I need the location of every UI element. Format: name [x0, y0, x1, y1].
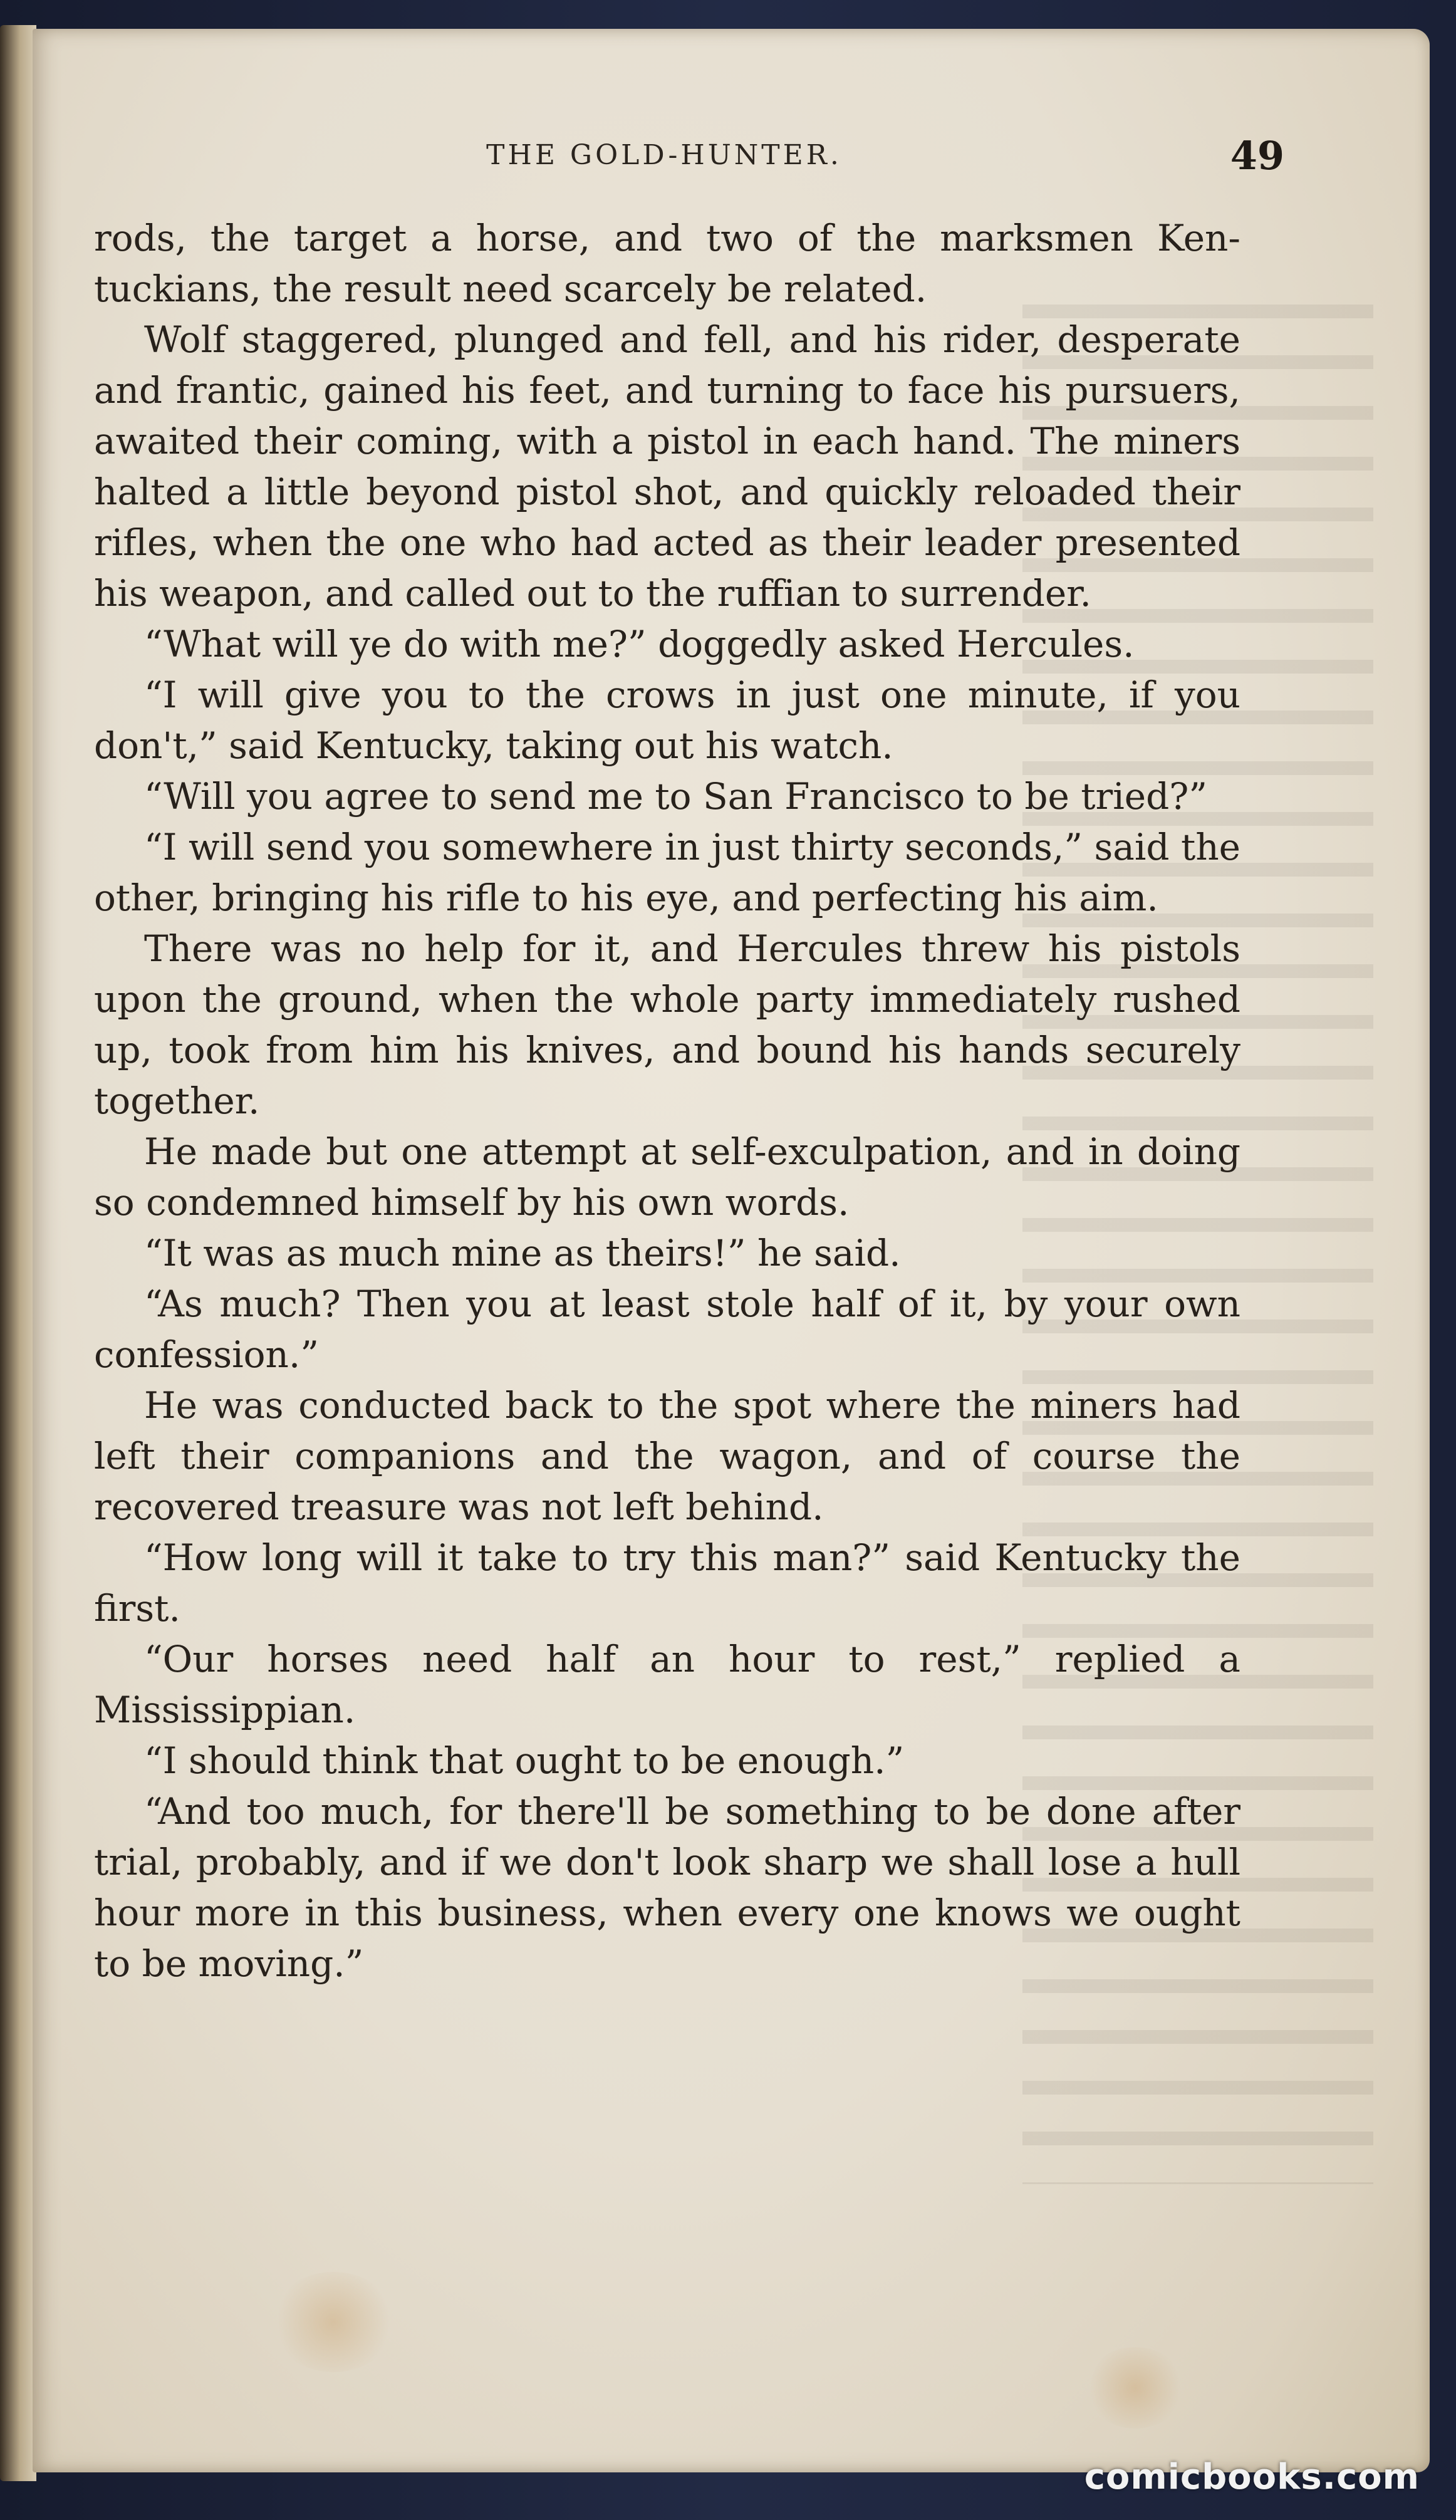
paragraph: “I will send you somewhere in just thirty seconds,” said the other, bringing his rifle to his eye, and perfecting his aim. [94, 826, 1240, 919]
paragraph: “Will you agree to send me to San Francisco to be tried?” [144, 775, 1208, 818]
running-head: THE GOLD-HUNTER. [486, 139, 842, 171]
paragraph: “And too much, for there'll be something to be done after trial, probably, and if we don't look sharp we shall lose a hull hour more in this business, when every one knows we ought to be moving.” [94, 1790, 1240, 1985]
page-number: 49 [1230, 133, 1284, 179]
paragraph: He made but one attempt at self-exculpation, and in doing so condemned himself by his own words. [94, 1130, 1240, 1224]
paragraph: There was no help for it, and Hercules threw his pistols upon the ground, when the whole party immediately rushed up, took from him his knives, and bound his hands securely together. [94, 927, 1240, 1122]
body-text [94, 213, 1240, 1989]
paragraph: “As much? Then you at least stole half of it, by your own confession.” [94, 1283, 1240, 1376]
paragraph: “It was as much mine as theirs!” he said. [144, 1232, 901, 1274]
page-header [75, 133, 1284, 189]
paragraph: “I should think that ought to be enough.” [144, 1739, 905, 1782]
foxing-stain [1085, 2347, 1185, 2429]
paragraph: He was conducted back to the spot where the miners had left their companions and the wagon, and of course the recovered treasure was not left behind. [94, 1384, 1240, 1528]
paragraph: “What will ye do with me?” doggedly asked Hercules. [144, 623, 1135, 665]
paragraph: “I will give you to the crows in just one minute, if you don't,” said Kentucky, taking out his watch. [94, 674, 1240, 767]
paragraph: Wolf staggered, plunged and fell, and his rider, desperate and frantic, gained his feet, and turning to face his pursuers, awaited their coming, with a pistol in each hand. The miners halted a little beyond pistol shot, and quickly reloaded their rifles, when the one who had acted as their leader presented his weapon, and called out to the ruffian to surrender. [94, 318, 1240, 615]
foxing-stain [271, 2272, 396, 2372]
paragraph: “Our horses need half an hour to rest,” replied a Mississippian. [94, 1638, 1240, 1731]
site-watermark: comicbooks.com [1084, 2457, 1420, 2497]
paragraph: “How long will it take to try this man?” said Kentucky the first. [94, 1536, 1240, 1630]
paragraph: rods, the target a horse, and two of the marksmen Ken-tuckians, the result need scarcely be related. [94, 217, 1240, 310]
previous-page-edge [0, 25, 36, 2481]
